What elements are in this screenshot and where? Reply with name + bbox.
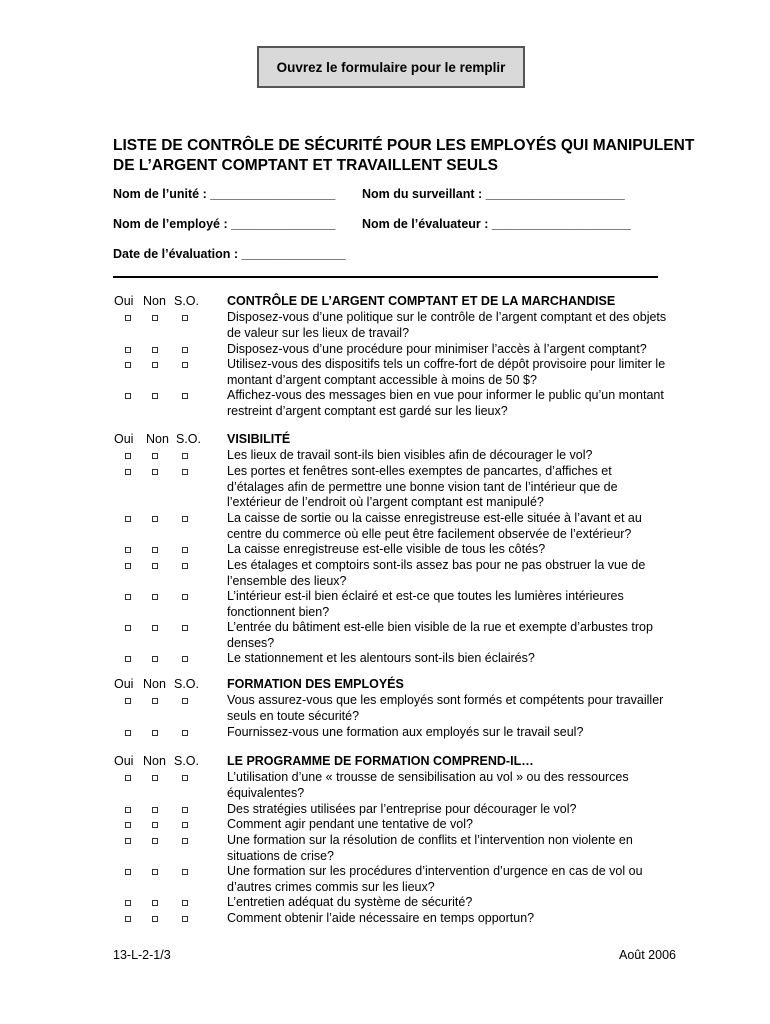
section-title: FORMATION DES EMPLOYÉS (227, 677, 404, 691)
checkbox-oui[interactable] (125, 656, 131, 662)
footer-date: Août 2006 (619, 948, 676, 962)
checkbox-oui[interactable] (125, 347, 131, 353)
employee-name-field[interactable]: Nom de l’employé : _______________ (113, 217, 336, 231)
checklist-question: Les étalages et comptoirs sont-ils assez bas pour ne pas obstruer la vue de l’ensemble des lieux? (227, 558, 646, 588)
checkbox-non[interactable] (152, 563, 158, 569)
checklist-question: Affichez-vous des messages bien en vue pour informer le public qu’un montant restreint d’argent comptant est gardé sur les lieux? (227, 388, 664, 418)
checkbox-so[interactable] (182, 698, 188, 704)
checkbox-so[interactable] (182, 625, 188, 631)
page-title: LISTE DE CONTRÔLE DE SÉCURITÉ POUR LES EMPLOYÉS QUI MANIPULENT DE L’ARGENT COMPTANT ET TRAVAILLENT SEULS (113, 137, 695, 174)
checkbox-oui[interactable] (125, 900, 131, 906)
checklist-question: L’entretien adéquat du système de sécurité? (227, 895, 473, 909)
checklist-question: Comment obtenir l’aide nécessaire en temps opportun? (227, 911, 535, 925)
unit-name-field[interactable]: Nom de l’unité : __________________ (113, 187, 336, 201)
checkbox-non[interactable] (152, 869, 158, 875)
checkbox-non[interactable] (152, 453, 158, 459)
checkbox-so[interactable] (182, 393, 188, 399)
column-header-oui: Oui (114, 754, 134, 768)
checkbox-so[interactable] (182, 900, 188, 906)
checklist-question: Comment agir pendant une tentative de vol? (227, 817, 473, 831)
checkbox-oui[interactable] (125, 362, 131, 368)
footer-code: 13-L-2-1/3 (113, 948, 171, 962)
checkbox-so[interactable] (182, 547, 188, 553)
checklist-question: Disposez-vous d’une politique sur le contrôle de l’argent comptant et des objets de valeur sur les lieux de travail? (227, 310, 667, 340)
checkbox-non[interactable] (152, 698, 158, 704)
divider (113, 276, 658, 278)
checklist-question: La caisse enregistreuse est-elle visible de tous les côtés? (227, 542, 546, 556)
checklist-question: Disposez-vous d’une procédure pour minimiser l’accès à l’argent comptant? (227, 342, 647, 356)
checkbox-non[interactable] (152, 656, 158, 662)
checkbox-so[interactable] (182, 730, 188, 736)
checkbox-oui[interactable] (125, 315, 131, 321)
checkbox-so[interactable] (182, 822, 188, 828)
checkbox-so[interactable] (182, 469, 188, 475)
checkbox-oui[interactable] (125, 516, 131, 522)
checkbox-so[interactable] (182, 453, 188, 459)
checkbox-so[interactable] (182, 347, 188, 353)
checkbox-non[interactable] (152, 547, 158, 553)
checkbox-so[interactable] (182, 916, 188, 922)
evaluator-name-field[interactable]: Nom de l’évaluateur : ____________________ (362, 217, 631, 231)
checkbox-so[interactable] (182, 656, 188, 662)
checklist-question: Une formation sur la résolution de conflits et l’intervention non violente en situations de crise? (227, 833, 633, 863)
checkbox-oui[interactable] (125, 869, 131, 875)
checkbox-so[interactable] (182, 594, 188, 600)
checkbox-so[interactable] (182, 563, 188, 569)
checkbox-oui[interactable] (125, 775, 131, 781)
checkbox-non[interactable] (152, 822, 158, 828)
checkbox-oui[interactable] (125, 698, 131, 704)
checkbox-oui[interactable] (125, 916, 131, 922)
checkbox-oui[interactable] (125, 730, 131, 736)
checkbox-non[interactable] (152, 775, 158, 781)
checkbox-non[interactable] (152, 594, 158, 600)
checkbox-oui[interactable] (125, 625, 131, 631)
section-title: VISIBILITÉ (227, 432, 291, 446)
checklist-question: Des stratégies utilisées par l’entreprise pour décourager le vol? (227, 802, 577, 816)
checkbox-oui[interactable] (125, 822, 131, 828)
checklist-question: Les portes et fenêtres sont-elles exemptes de pancartes, d’affiches et d’étalages afin de permettre une bonne vision tant de l’intérieur que de l’extérieur de l’endroit où l’argent comptant est manipulé? (227, 464, 618, 509)
checklist-question: Les lieux de travail sont-ils bien visibles afin de décourager le vol? (227, 448, 593, 462)
column-header-non: Non (143, 677, 166, 691)
column-header-non: Non (143, 754, 166, 768)
checklist-question: Utilisez-vous des dispositifs tels un coffre-fort de dépôt provisoire pour limiter le montant d’argent comptant accessible à moins de 50 $? (227, 357, 666, 387)
checkbox-non[interactable] (152, 730, 158, 736)
column-header-oui: Oui (114, 294, 134, 308)
checklist-question: Une formation sur les procédures d’intervention d’urgence en cas de vol ou d’autres crimes commis sur les lieux? (227, 864, 643, 894)
column-header-oui: Oui (114, 677, 134, 691)
column-header-non: Non (146, 432, 169, 446)
supervisor-name-field[interactable]: Nom du surveillant : ____________________ (362, 187, 625, 201)
checkbox-oui[interactable] (125, 547, 131, 553)
checkbox-non[interactable] (152, 362, 158, 368)
checklist-question: L’entrée du bâtiment est-elle bien visible de la rue et exempte d’arbustes trop denses? (227, 620, 653, 650)
checklist-question: L’utilisation d’une « trousse de sensibilisation au vol » ou des ressources équivalentes? (227, 770, 629, 800)
checkbox-non[interactable] (152, 469, 158, 475)
column-header-so: S.O. (176, 432, 202, 446)
checkbox-non[interactable] (152, 393, 158, 399)
section-title: LE PROGRAMME DE FORMATION COMPREND-IL… (227, 754, 534, 768)
column-header-oui: Oui (114, 432, 134, 446)
checkbox-oui[interactable] (125, 453, 131, 459)
checkbox-oui[interactable] (125, 807, 131, 813)
column-header-non: Non (143, 294, 166, 308)
checklist-question: Fournissez-vous une formation aux employés sur le travail seul? (227, 725, 584, 739)
checkbox-oui[interactable] (125, 469, 131, 475)
checkbox-oui[interactable] (125, 563, 131, 569)
checklist-question: Le stationnement et les alentours sont-ils bien éclairés? (227, 651, 535, 665)
column-header-so: S.O. (174, 294, 200, 308)
checkbox-so[interactable] (182, 838, 188, 844)
checkbox-non[interactable] (152, 807, 158, 813)
checkbox-oui[interactable] (125, 594, 131, 600)
section-title: CONTRÔLE DE L’ARGENT COMPTANT ET DE LA MARCHANDISE (227, 294, 616, 308)
evaluation-date-field[interactable]: Date de l’évaluation : _______________ (113, 247, 346, 261)
checkbox-oui[interactable] (125, 393, 131, 399)
checkbox-so[interactable] (182, 516, 188, 522)
checkbox-non[interactable] (152, 625, 158, 631)
checklist-question: Vous assurez-vous que les employés sont formés et compétents pour travailler seuls en toute sécurité? (227, 693, 664, 723)
checkbox-so[interactable] (182, 807, 188, 813)
checkbox-non[interactable] (152, 516, 158, 522)
checklist-question: La caisse de sortie ou la caisse enregistreuse est-elle située à l’avant et au centre du commerce où elle peut être facilement observée de l’extérieur? (227, 511, 642, 541)
checkbox-so[interactable] (182, 775, 188, 781)
checkbox-non[interactable] (152, 900, 158, 906)
checkbox-so[interactable] (182, 362, 188, 368)
open-form-button[interactable]: Ouvrez le formulaire pour le remplir (257, 46, 525, 88)
checklist-question: L’intérieur est-il bien éclairé et est-ce que toutes les lumières intérieures fonctionnent bien? (227, 589, 624, 619)
checkbox-non[interactable] (152, 347, 158, 353)
checkbox-non[interactable] (152, 838, 158, 844)
checkbox-so[interactable] (182, 315, 188, 321)
checkbox-oui[interactable] (125, 838, 131, 844)
column-header-so: S.O. (174, 677, 200, 691)
checkbox-non[interactable] (152, 916, 158, 922)
checkbox-so[interactable] (182, 869, 188, 875)
column-header-so: S.O. (174, 754, 200, 768)
checkbox-non[interactable] (152, 315, 158, 321)
